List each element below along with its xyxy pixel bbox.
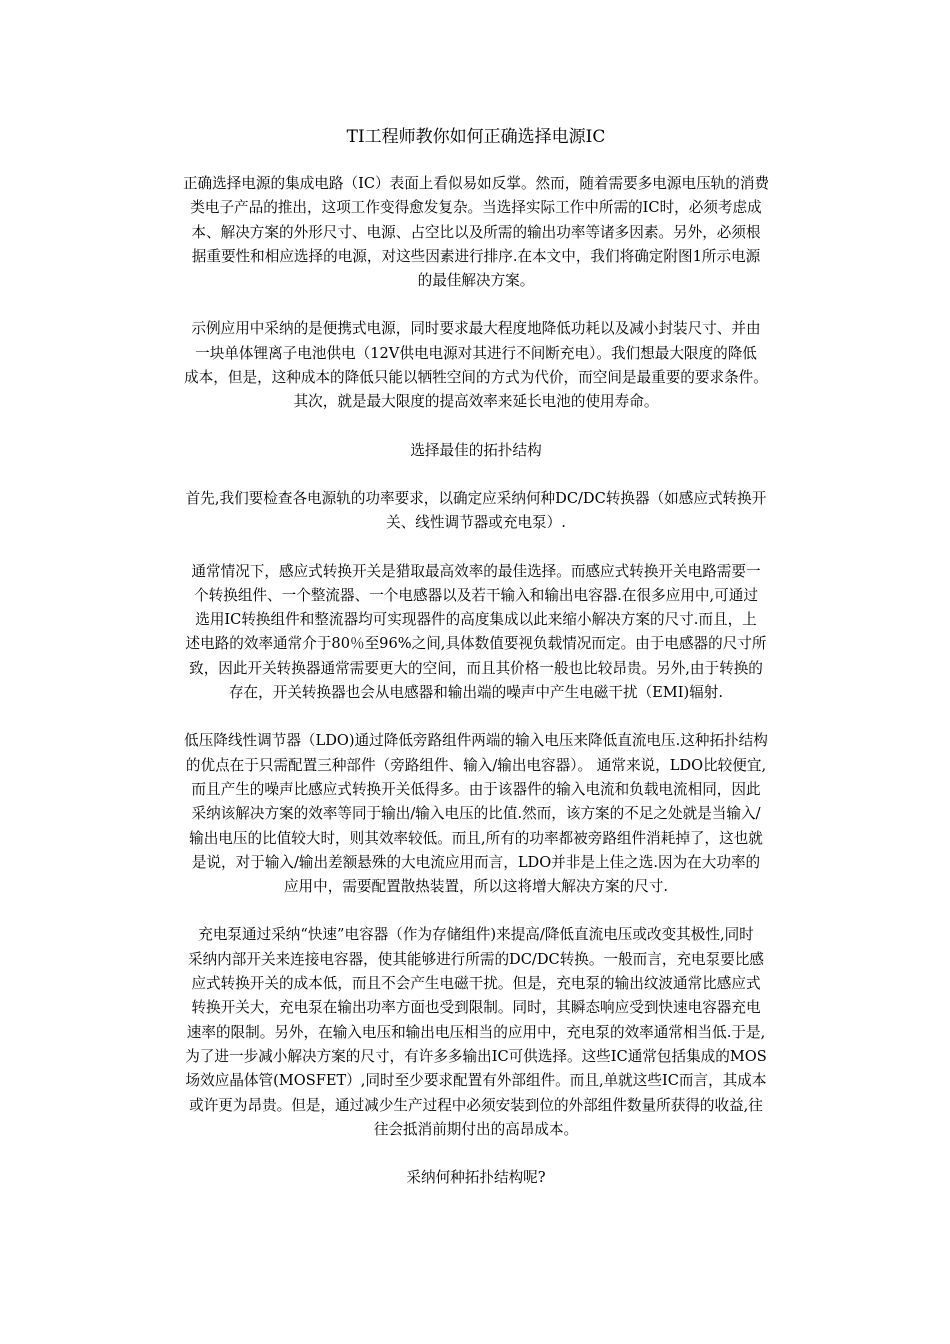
text-line: 示例应用中采纳的是便携式电源，同时要求最大程度地降低功耗以及减小封装尺寸、并由 [191, 320, 761, 338]
text-line: 本、解决方案的外形尺寸、电源、占空比以及所需的输出功率等诸多因素。另外，必须根 [191, 223, 761, 241]
text-line: 低压降线性调节器（LDO)通过降低旁路组件两端的输入电压来降低直流电压.这种拓扑结构 [184, 732, 768, 750]
paragraph-example-application [140, 317, 812, 414]
text-line: 应用中，需要配置散热装置，所以这将增大解决方案的尺寸. [283, 878, 669, 896]
text-line: 其次，就是最大限度的提高效率来延长电池的使用寿命。 [293, 393, 659, 411]
text-line: 输出电压的比值较大时，则其效率较低。而且,所有的功率都被旁路组件消耗掉了，这也就 [189, 829, 763, 847]
section-heading-which-topology: 采纳何种拓扑结构呢? [406, 1169, 546, 1187]
text-line: 往会抵消前期付出的高昂成本。 [373, 1120, 579, 1138]
page-title: TI工程师教你如何正确选择电源IC [346, 127, 606, 147]
text-line: 应式转换开关的成本低，而且不会产生电磁干扰。但是，充电泵的输出纹波通常比感应式 [191, 975, 761, 993]
text-line: 速率的限制。另外，在输入电压和输出电压相当的应用中，充电泵的效率通常相当低.于是, [186, 1023, 766, 1041]
text-line: 存在，开关转换器也会从电感器和输出端的噪声中产生电磁干扰（EMI)辐射. [228, 684, 724, 702]
text-line: 类电子产品的推出，这项工作变得愈发复杂。当选择实际工作中所需的IC时，必须考虑成 [190, 199, 762, 217]
document-page [140, 124, 812, 1214]
text-line: 采纳该解决方案的效率等同于输出/输入电压的比值.然而，该方案的不足之处就是当输入/ [191, 805, 761, 823]
section-heading-topology: 选择最佳的拓扑结构 [410, 441, 542, 459]
text-line: 选用IC转换组件和整流器均可实现器件的高度集成以此来缩小解决方案的尺寸.而且，上 [195, 611, 757, 629]
text-line: 成本，但是，这种成本的降低只能以牺牲空间的方式为代价，而空间是最重要的要求条件。 [184, 369, 768, 387]
text-line: 为了进一步减小解决方案的尺寸，有许多多输出IC可供选择。这些IC通常包括集成的MOS [185, 1047, 767, 1065]
text-line: 场效应晶体管(MOSFET）,同时至少要求配置有外部组件。而且,单就这些IC而言，其成本 [185, 1072, 767, 1090]
text-line: 而且产生的噪声比感应式转换开关低得多。由于该器件的输入电流和负载电流相同，因此 [191, 780, 761, 798]
text-line: 一块单体锂离子电池供电（12V供电电源对其进行不间断充电）。我们想最大限度的降低 [195, 344, 757, 362]
paragraph-power-requirements [140, 487, 812, 536]
text-line: 致，因此开关转换器通常需要更大的空间，而且其价格一般也比较昂贵。另外,由于转换的 [189, 659, 763, 677]
paragraph-intro [140, 172, 812, 293]
text-line: 通常情况下，感应式转换开关是猎取最高效率的最佳选择。而感应式转换开关电路需要一 [191, 562, 761, 580]
text-line: 述电路的效率通常介于80％至96%之间,具体数值要视负载情况而定。由于电感器的尺寸所 [185, 635, 767, 653]
paragraph-charge-pump [140, 923, 812, 1142]
text-line: 正确选择电源的集成电路（IC）表面上看似易如反掌。然而，随着需要多电源电压轨的消费 [182, 175, 770, 192]
text-line: 采纳内部开关来连接电容器，使其能够进行所需的DC/DC转换。一般而言，充电泵要比感 [187, 950, 765, 968]
text-line: 或许更为昂贵。但是，通过减少生产过程中必须安装到位的外部组件数量所获得的收益,往 [189, 1096, 763, 1114]
text-line: 是说，对于输入/输出差额悬殊的大电流应用而言，LDO并非是上佳之选.因为在大功率的 [191, 853, 761, 871]
text-line: 关、线性调节器或充电泵）. [386, 514, 566, 532]
paragraph-ldo [140, 729, 812, 899]
paragraph-inductive-switch [140, 560, 812, 706]
text-line: 的最佳解决方案。 [417, 272, 535, 290]
text-line: 个转换组件、一个整流器、一个电感器以及若干输入和输出电容器.在很多应用中,可通过 [194, 586, 758, 604]
text-line: 转换开关大，充电泵在输出功率方面也受到限制。同时，其瞬态响应受到快速电容器充电 [191, 999, 761, 1017]
text-line: 首先,我们要检查各电源轨的功率要求，以确定应采纳何种DC/DC转换器（如感应式转换开 [185, 489, 767, 507]
text-line: 据重要性和相应选择的电源，对这些因素进行排序.在本文中，我们将确定附图1所示电源 [191, 247, 761, 265]
text-line: 充电泵通过采纳“快速”电容器（作为存储组件)来提高/降低直流电压或改变其极性,同时 [198, 926, 754, 944]
text-line: 的优点在于只需配置三种部件（旁路组件、输入/输出电容器）。 通常来说，LDO比较便宜, [185, 756, 767, 774]
